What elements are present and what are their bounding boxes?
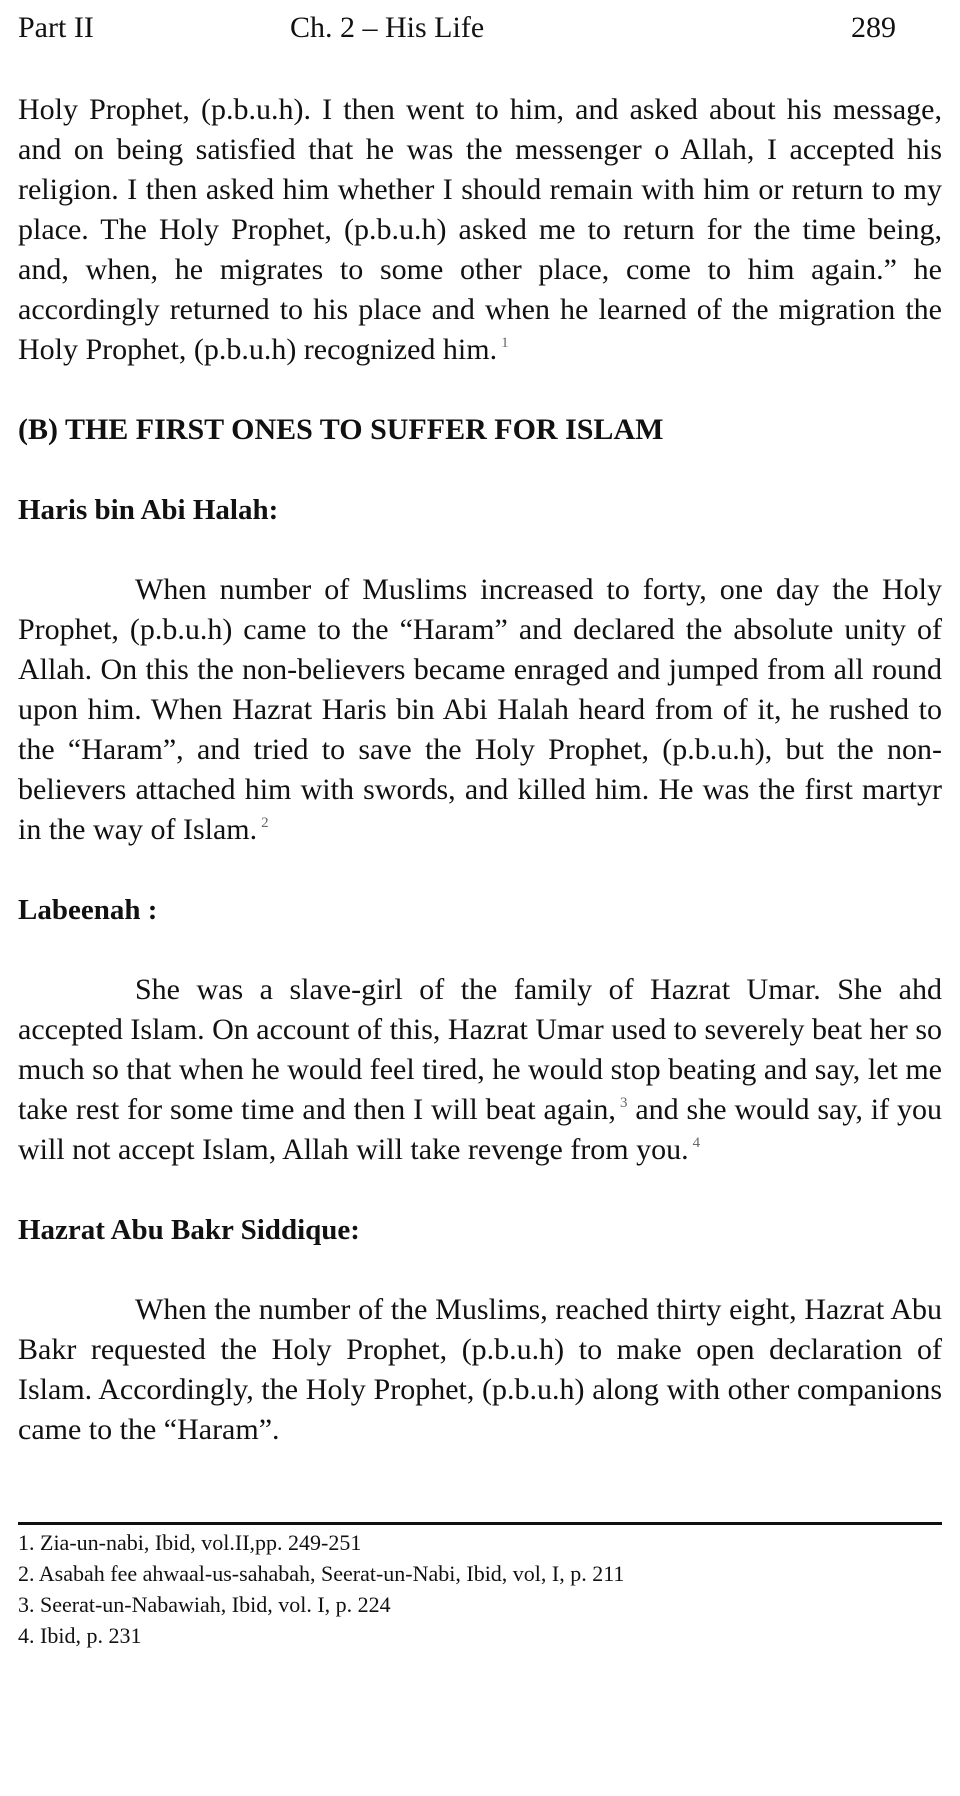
abu-bakr-text: When the number of the Muslims, reached thirty eight, Hazrat Abu Bakr requested the Holy Prophet, (p.b.u.h) to make open declaration of Islam. Accordingly, the Holy Prophet, (p.b.u.h) along with other companions came to the “Haram”. [18,1293,942,1446]
section-heading: (B) THE FIRST ONES TO SUFFER FOR ISLAM [18,413,664,446]
part-label: Part II [18,11,94,44]
footnote-ref-1[interactable]: 1 [501,335,509,351]
footnote-3: 3. Seerat-un-Nabawiah, Ibid, vol. I, p. 224 [18,1592,391,1617]
intro-paragraph [18,90,942,370]
footnote-4: 4. Ibid, p. 231 [18,1623,142,1648]
footnotes [18,1522,942,1651]
footnote-ref-4[interactable]: 4 [692,1135,701,1151]
body-text [18,90,942,1450]
abu-bakr-paragraph [18,1290,942,1450]
haris-paragraph [18,570,942,850]
footnote-1: 1. Zia-un-nabi, Ibid, vol.II,pp. 249-251 [18,1530,362,1555]
haris-text: When number of Muslims increased to forty, one day the Holy Prophet, (p.b.u.h) came to the “Haram” and declared the absolute unity of Allah. On this the non-believers became enraged and jumped from all round upon him. When Hazrat Haris bin Abi Halah heard from of it, he rushed to the “Haram”, and tried to save the Holy Prophet, (p.b.u.h), but the non-believers attached him with swords, and killed him. He was the first martyr in the way of Islam. [18,573,942,846]
labeenah-paragraph [18,970,942,1170]
page-number: 289 [851,11,896,44]
subheading-abu-bakr: Hazrat Abu Bakr Siddique: [18,1214,360,1246]
footnote-2: 2. Asabah fee ahwaal-us-sahabah, Seerat-un-Nabi, Ibid, vol, I, p. 211 [18,1561,625,1586]
labeenah-text-b: and she would say, if you will not accept Islam, Allah will take revenge from you. [18,1093,942,1166]
subheading-haris: Haris bin Abi Halah: [18,494,279,526]
footnote-ref-3[interactable]: 3 [619,1095,628,1111]
intro-text: Holy Prophet, (p.b.u.h). I then went to him, and asked about his message, and on being satisfied that he was the messenger o Allah, I accepted his religion. I then asked him whether I should remain with him or return to my place. The Holy Prophet, (p.b.u.h) asked me to return for the time being, and, when, he migrates to some other place, come to him again.” he accordingly returned to his place and when he learned of the migration the Holy Prophet, (p.b.u.h) recognized him. [18,93,942,366]
book-page [18,0,942,1796]
running-header [18,8,942,48]
subheading-labeenah: Labeenah : [18,894,158,926]
chapter-title: Ch. 2 – His Life [290,11,485,44]
footnote-ref-2[interactable]: 2 [261,815,269,831]
labeenah-text-a: She was a slave-girl of the family of Hazrat Umar. She ahd accepted Islam. On account of this, Hazrat Umar used to severely beat her so much so that when he would feel tired, he would stop beating and say, let me take rest for some time and then I will beat again, [18,973,942,1126]
